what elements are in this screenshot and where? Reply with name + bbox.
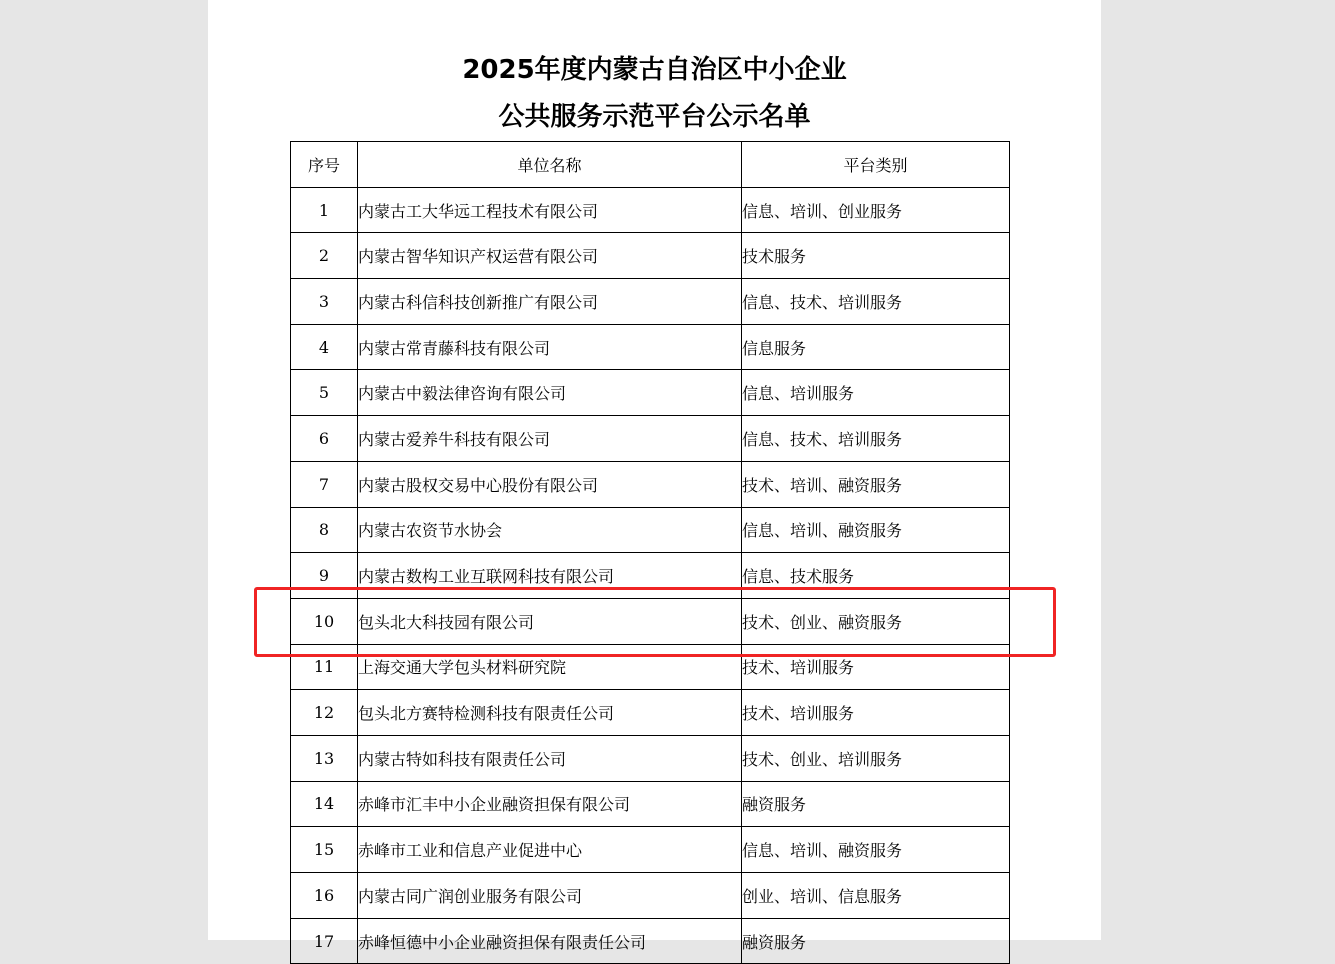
row-unit-name: 包头北方赛特检测科技有限责任公司 <box>358 690 742 736</box>
row-unit-name: 内蒙古工大华远工程技术有限公司 <box>358 187 742 233</box>
table-row <box>291 279 1010 325</box>
table-row <box>291 507 1010 553</box>
row-unit-name: 上海交通大学包头材料研究院 <box>358 644 742 690</box>
table-row <box>291 233 1010 279</box>
row-serial-number: 16 <box>291 873 358 919</box>
row-platform-category: 技术、创业、培训服务 <box>742 735 1010 781</box>
table-row <box>291 873 1010 919</box>
row-platform-category: 技术、培训服务 <box>742 690 1010 736</box>
row-platform-category: 信息、培训、创业服务 <box>742 187 1010 233</box>
row-serial-number: 13 <box>291 735 358 781</box>
table-row <box>291 324 1010 370</box>
row-platform-category: 技术服务 <box>742 233 1010 279</box>
table-row <box>291 827 1010 873</box>
row-unit-name: 赤峰市汇丰中小企业融资担保有限公司 <box>358 781 742 827</box>
row-serial-number: 14 <box>291 781 358 827</box>
table-row <box>291 690 1010 736</box>
row-platform-category: 信息、技术服务 <box>742 553 1010 599</box>
table-row <box>291 918 1010 964</box>
row-serial-number: 1 <box>291 187 358 233</box>
row-serial-number: 15 <box>291 827 358 873</box>
row-unit-name: 内蒙古数构工业互联网科技有限公司 <box>358 553 742 599</box>
row-serial-number: 6 <box>291 416 358 462</box>
document-page <box>208 0 1101 952</box>
document-title-line1: 2025年度内蒙古自治区中小企业 <box>462 55 847 85</box>
row-platform-category: 信息、技术、培训服务 <box>742 416 1010 462</box>
document-title-line2: 公共服务示范平台公示名单 <box>498 102 811 132</box>
platform-list-table <box>290 141 1010 964</box>
row-platform-category: 技术、创业、融资服务 <box>742 598 1010 644</box>
row-serial-number: 12 <box>291 690 358 736</box>
row-unit-name: 赤峰恒德中小企业融资担保有限责任公司 <box>358 918 742 964</box>
table-row <box>291 370 1010 416</box>
table-row <box>291 416 1010 462</box>
row-serial-number: 11 <box>291 644 358 690</box>
table-row <box>291 461 1010 507</box>
row-unit-name: 内蒙古中毅法律咨询有限公司 <box>358 370 742 416</box>
row-unit-name: 赤峰市工业和信息产业促进中心 <box>358 827 742 873</box>
row-unit-name: 内蒙古常青藤科技有限公司 <box>358 324 742 370</box>
row-platform-category: 信息、培训、融资服务 <box>742 827 1010 873</box>
row-platform-category: 信息、培训服务 <box>742 370 1010 416</box>
row-unit-name: 内蒙古科信科技创新推广有限公司 <box>358 279 742 325</box>
table-row-highlighted <box>291 598 1010 644</box>
table-row <box>291 644 1010 690</box>
row-unit-name: 内蒙古爱养牛科技有限公司 <box>358 416 742 462</box>
row-serial-number: 5 <box>291 370 358 416</box>
row-unit-name: 内蒙古股权交易中心股份有限公司 <box>358 461 742 507</box>
row-platform-category: 信息、培训、融资服务 <box>742 507 1010 553</box>
row-serial-number: 17 <box>291 918 358 964</box>
row-platform-category: 信息服务 <box>742 324 1010 370</box>
table-row <box>291 187 1010 233</box>
row-serial-number: 9 <box>291 553 358 599</box>
header-serial-number: 序号 <box>291 142 358 188</box>
row-serial-number: 2 <box>291 233 358 279</box>
row-unit-name: 内蒙古农资节水协会 <box>358 507 742 553</box>
row-unit-name: 内蒙古智华知识产权运营有限公司 <box>358 233 742 279</box>
row-platform-category: 技术、培训、融资服务 <box>742 461 1010 507</box>
header-platform-category: 平台类别 <box>742 142 1010 188</box>
row-unit-name: 包头北大科技园有限公司 <box>358 598 742 644</box>
row-platform-category: 融资服务 <box>742 918 1010 964</box>
row-serial-number: 10 <box>291 598 358 644</box>
table-row <box>291 553 1010 599</box>
row-unit-name: 内蒙古同广润创业服务有限公司 <box>358 873 742 919</box>
row-serial-number: 7 <box>291 461 358 507</box>
table-row <box>291 735 1010 781</box>
row-serial-number: 8 <box>291 507 358 553</box>
row-serial-number: 3 <box>291 279 358 325</box>
table-header-row <box>291 142 1010 188</box>
row-unit-name: 内蒙古特如科技有限责任公司 <box>358 735 742 781</box>
row-serial-number: 4 <box>291 324 358 370</box>
header-unit-name: 单位名称 <box>358 142 742 188</box>
row-platform-category: 创业、培训、信息服务 <box>742 873 1010 919</box>
row-platform-category: 融资服务 <box>742 781 1010 827</box>
table-row <box>291 781 1010 827</box>
row-platform-category: 信息、技术、培训服务 <box>742 279 1010 325</box>
row-platform-category: 技术、培训服务 <box>742 644 1010 690</box>
